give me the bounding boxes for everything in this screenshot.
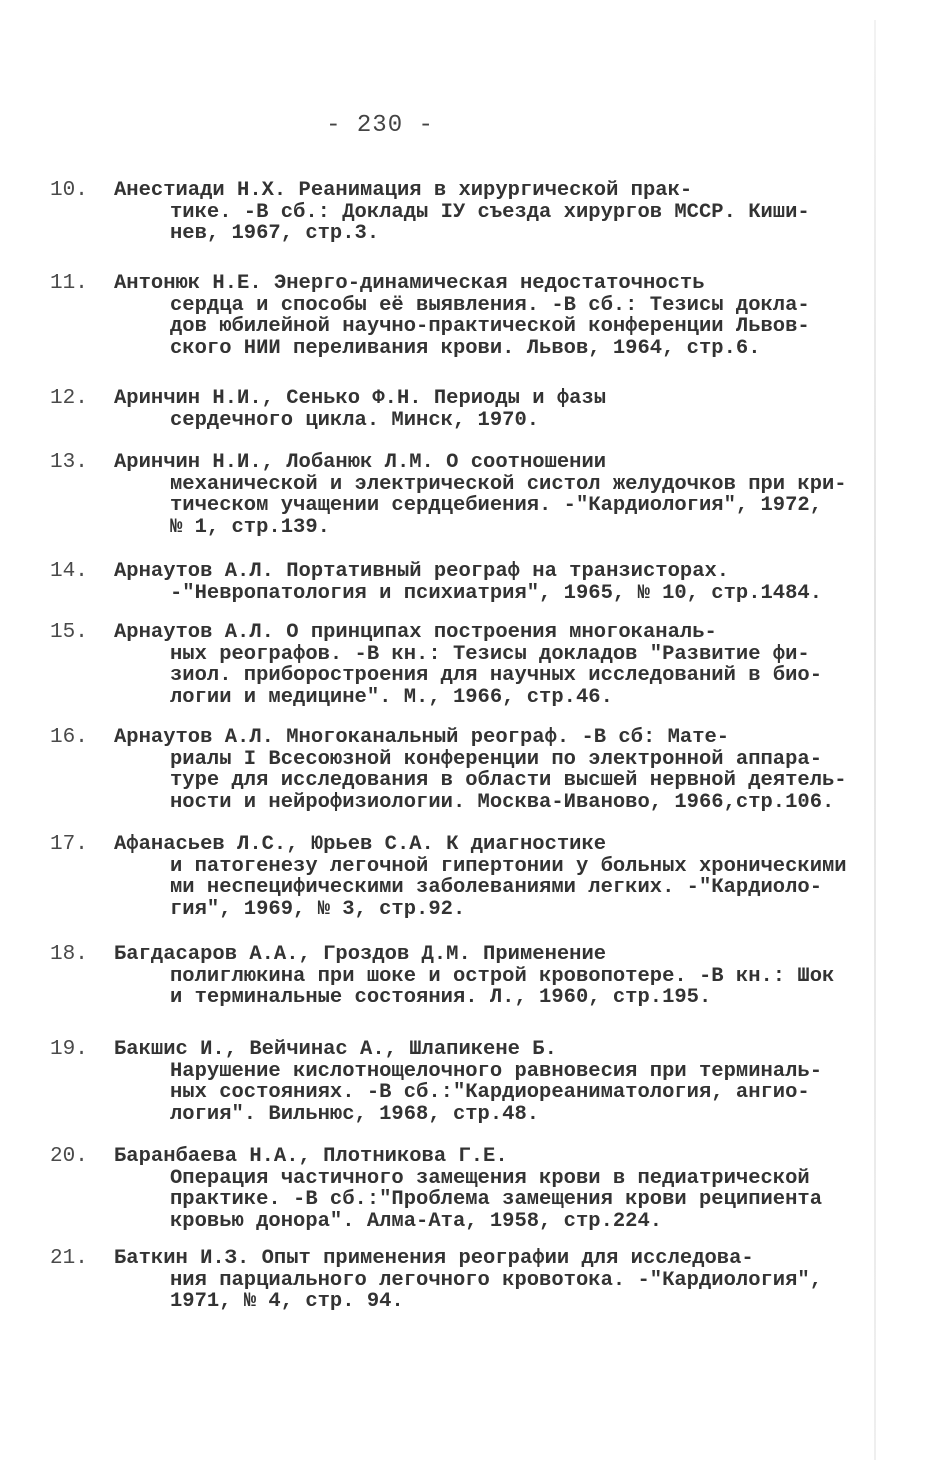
bibliography-entry-18 <box>50 944 870 1009</box>
entry-number: 10. <box>50 179 88 202</box>
entry-line: механической и электрической систол желудочков при кри- <box>170 472 847 496</box>
bibliography-entry-17 <box>50 834 870 920</box>
entry-line: Арнаутов А.Л. Портативный реограф на транзисторах. <box>114 560 730 583</box>
entry-line: Багдасаров А.А., Гроздов Д.М. Применение <box>114 943 607 966</box>
entry-line: ского НИИ переливания крови. Львов, 1964, стр.6. <box>170 336 761 360</box>
entry-line: ми неспецифическими заболеваниями легких. -"Кардиоло- <box>170 876 823 899</box>
entry-line: сердца и способы её выявления. -В сб.: Тезисы докла- <box>170 293 810 317</box>
bibliography-entry-11 <box>50 273 870 359</box>
page-number: - 230 - <box>326 112 434 139</box>
entry-line: ных реографов. -В кн.: Тезисы докладов "Развитие фи- <box>170 642 810 666</box>
entry-line: логии и медицине". М., 1966, стр.46. <box>170 685 613 709</box>
bibliography-entry-10 <box>50 180 870 245</box>
entry-line: логия". Вильнюс, 1968, стр.48. <box>170 1102 540 1126</box>
entry-line: кровью донора". Алма-Ата, 1958, стр.224. <box>170 1209 663 1233</box>
entry-line: -"Невропатология и психиатрия", 1965, № 10, стр.1484. <box>170 581 823 605</box>
entry-line: Афанасьев Л.С., Юрьев С.А. К диагностике <box>114 833 607 856</box>
entry-number: 17. <box>50 833 88 856</box>
entry-line: Антонюк Н.Е. Энерго-динамическая недостаточность <box>114 272 705 295</box>
entry-line: Арнаутов А.Л. Многоканальный реограф. -В сб: Мате- <box>114 726 730 749</box>
entry-number: 15. <box>50 621 88 644</box>
entry-line: риалы I Всесоюзной конференции по электронной аппара- <box>170 747 823 771</box>
entry-line: туре для исследования в области высшей нервной деятель- <box>170 769 847 792</box>
scan-page-edge <box>874 20 876 1460</box>
entry-line: Арнаутов А.Л. О принципах построения многоканаль- <box>114 621 717 644</box>
entry-line: ных состояниях. -В сб.:"Кардиореаниматология, ангио- <box>170 1081 810 1104</box>
bibliography-entry-16 <box>50 727 870 813</box>
entry-line: Аринчин Н.И., Лобанюк Л.М. О соотношении <box>114 451 607 474</box>
entry-line: Анестиади Н.Х. Реанимация в хирургической прак- <box>114 179 693 202</box>
entry-number: 21. <box>50 1247 88 1270</box>
bibliography-entry-15 <box>50 622 870 708</box>
bibliography-entry-14 <box>50 561 870 604</box>
bibliography-entry-19 <box>50 1039 870 1125</box>
entry-line: Баткин И.З. Опыт применения реографии для исследова- <box>114 1247 754 1270</box>
entry-line: нев, 1967, стр.3. <box>170 222 380 245</box>
entry-line: гия", 1969, № 3, стр.92. <box>170 897 466 921</box>
entry-line: дов юбилейной научно-практической конференции Львов- <box>170 315 810 338</box>
entry-line: полиглюкина при шоке и острой кровопотере. -В кн.: Шок <box>170 964 835 988</box>
entry-number: 12. <box>50 387 88 410</box>
entry-number: 16. <box>50 726 88 749</box>
entry-number: 19. <box>50 1038 88 1061</box>
entry-line: и терминальные состояния. Л., 1960, стр.195. <box>170 986 712 1009</box>
entry-number: 14. <box>50 560 88 583</box>
entry-line: ния парциального легочного кровотока. -"Кардиология", <box>170 1268 823 1292</box>
entry-line: Операция частичного замещения крови в педиатрической <box>170 1166 810 1190</box>
entry-line: зиол. приборостроения для научных исследований в био- <box>170 664 823 687</box>
entry-line: 1971, № 4, стр. 94. <box>170 1290 404 1313</box>
entry-line: ности и нейрофизиологии. Москва-Иваново, 1966,стр.106. <box>170 790 835 814</box>
entry-line: Нарушение кислотнощелочного равновесия при терминаль- <box>170 1059 823 1083</box>
bibliography-entry-20 <box>50 1146 870 1232</box>
entry-number: 20. <box>50 1145 88 1168</box>
entry-line: Баранбаева Н.А., Плотникова Г.Е. <box>114 1145 508 1168</box>
entry-line: тическом учащении сердцебиения. -"Кардиология", 1972, <box>170 494 823 517</box>
bibliography-entry-12 <box>50 388 870 431</box>
entry-line: Аринчин Н.И., Сенько Ф.Н. Периоды и фазы <box>114 387 607 410</box>
entry-line: № 1, стр.139. <box>170 515 330 539</box>
entry-line: тике. -В сб.: Доклады IУ съезда хирургов МССР. Киши- <box>170 200 810 224</box>
entry-number: 18. <box>50 943 88 966</box>
bibliography-entry-21 <box>50 1248 870 1313</box>
entry-line: сердечного цикла. Минск, 1970. <box>170 408 540 432</box>
entry-number: 13. <box>50 451 88 474</box>
entry-line: Бакшис И., Вейчинас А., Шлапикене Б. <box>114 1038 557 1061</box>
entry-number: 11. <box>50 272 88 295</box>
entry-line: и патогенезу легочной гипертонии у больных хроническими <box>170 854 847 878</box>
bibliography-entry-13 <box>50 452 870 538</box>
entry-line: практике. -В сб.:"Проблема замещения крови реципиента <box>170 1188 823 1211</box>
